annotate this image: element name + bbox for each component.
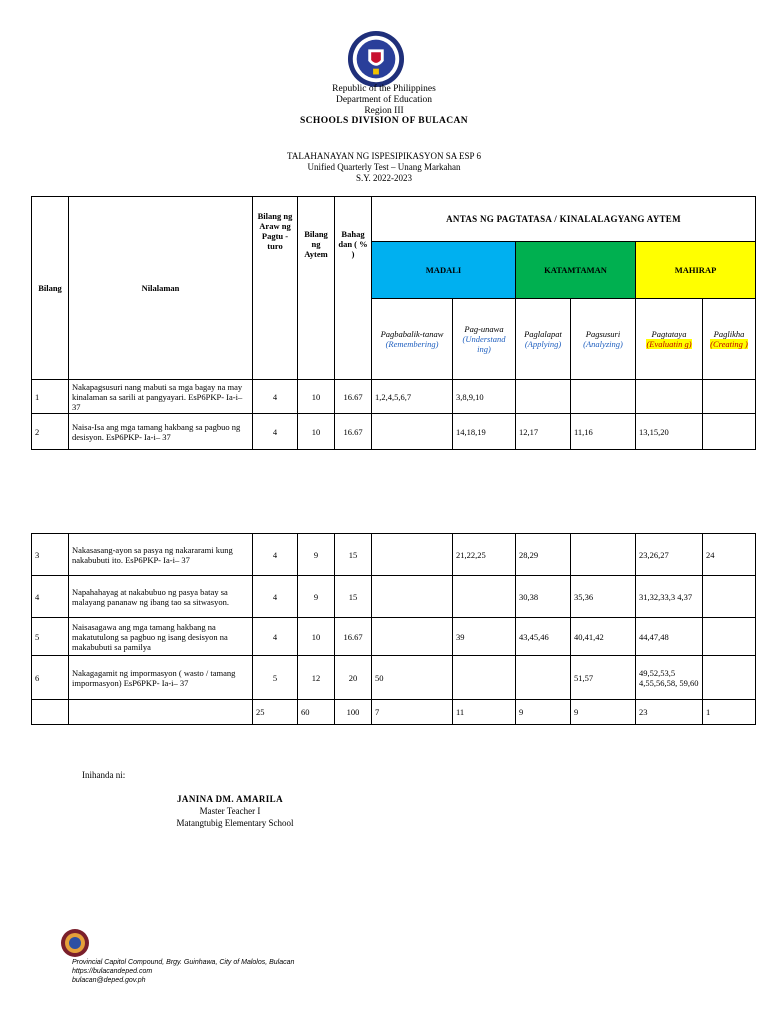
level-analyzing	[571, 299, 636, 380]
row-applying: 30,38	[516, 576, 571, 618]
level-eng: (Evaluatin g)	[646, 339, 692, 349]
level-fil: Pagbabalik-tanaw	[380, 329, 444, 339]
totals-creating: 1	[703, 700, 756, 725]
row-creating	[703, 576, 756, 618]
header-bahagdan: Bahag dan ( % )	[335, 197, 372, 380]
table-row	[32, 656, 756, 700]
row-evaluating	[636, 380, 703, 414]
header-araw: Bilang ng Araw ng Pagtu - turo	[253, 197, 298, 380]
row-evaluating: 44,47,48	[636, 618, 703, 656]
table-row	[32, 534, 756, 576]
row-items: 9	[298, 576, 335, 618]
row-applying: 43,45,46	[516, 618, 571, 656]
row-items: 10	[298, 618, 335, 656]
row-applying: 28,29	[516, 534, 571, 576]
row-days: 4	[253, 534, 298, 576]
totals-number	[32, 700, 69, 725]
level-remembering	[372, 299, 453, 380]
row-remembering	[372, 534, 453, 576]
footer-email[interactable]: bulacan@deped.gov.ph	[72, 977, 146, 984]
table-row	[32, 380, 756, 414]
level-fil: Pagsusuri	[585, 329, 621, 339]
row-remembering: 1,2,4,5,6,7	[372, 380, 453, 414]
deped-seal-logo	[347, 30, 405, 88]
spec-table-part1	[31, 196, 756, 450]
signatory-school: Matangtubig Elementary School	[176, 818, 294, 828]
row-creating	[703, 618, 756, 656]
row-creating	[703, 380, 756, 414]
row-items: 12	[298, 656, 335, 700]
row-content: Nakagagamit ng impormasyon ( wasto / tamang impormasyon) EsP6PKP- Ia-i– 37	[69, 656, 253, 700]
footer-website[interactable]: https://bulacandeped.com	[72, 968, 153, 975]
row-content: Nakapagsusuri nang mabuti sa mga bagay na may kinalaman sa sarili at pangyayari. EsP6PKP- Ia-i– 37	[69, 380, 253, 414]
row-content: Nakasasang-ayon sa pasya ng nakararami kung nakabubuti ito. EsP6PKP- Ia-i– 37	[69, 534, 253, 576]
signatory-name: JANINA DM. AMARILA	[177, 794, 283, 804]
totals-row	[32, 700, 756, 725]
level-applying	[516, 299, 571, 380]
row-items: 10	[298, 380, 335, 414]
row-analyzing: 11,16	[571, 414, 636, 450]
row-percent: 16.67	[335, 380, 372, 414]
totals-analyzing: 9	[571, 700, 636, 725]
header-bilang: Bilang	[32, 197, 69, 380]
row-analyzing	[571, 380, 636, 414]
row-understanding: 3,8,9,10	[453, 380, 516, 414]
table-row	[32, 414, 756, 450]
document-title: TALAHANAYAN NG ISPESIPIKASYON SA ESP 6	[287, 151, 481, 161]
row-applying	[516, 656, 571, 700]
level-creating	[703, 299, 756, 380]
row-analyzing: 40,41,42	[571, 618, 636, 656]
row-percent: 16.67	[335, 414, 372, 450]
header-katamtaman: KATAMTAMAN	[516, 242, 636, 299]
row-percent: 20	[335, 656, 372, 700]
row-days: 4	[253, 576, 298, 618]
level-eng: (Understand ing)	[462, 334, 506, 354]
table-row	[32, 618, 756, 656]
level-fil: Pagtataya	[651, 329, 687, 339]
header-aytem: Bilang ng Aytem	[298, 197, 335, 380]
row-number: 5	[32, 618, 69, 656]
level-understanding	[453, 299, 516, 380]
row-evaluating: 49,52,53,5 4,55,56,58, 59,60	[636, 656, 703, 700]
row-analyzing: 35,36	[571, 576, 636, 618]
header-nilalaman: Nilalaman	[69, 197, 253, 380]
row-understanding	[453, 576, 516, 618]
totals-days: 25	[253, 700, 298, 725]
region-line: Region III	[364, 106, 404, 116]
row-content: Naisasagawa ang mga tamang hakbang na makatutulong sa pagbuo ng isang desisyon na makabubuti sa pamilya	[69, 618, 253, 656]
table-row	[32, 576, 756, 618]
row-analyzing	[571, 534, 636, 576]
level-fil: Paglalapat	[524, 329, 562, 339]
row-number: 4	[32, 576, 69, 618]
level-evaluating	[636, 299, 703, 380]
row-creating: 24	[703, 534, 756, 576]
totals-percent: 100	[335, 700, 372, 725]
level-fil: Paglikha	[713, 329, 745, 339]
row-applying: 12,17	[516, 414, 571, 450]
row-number: 6	[32, 656, 69, 700]
totals-understanding: 11	[453, 700, 516, 725]
division-line: SCHOOLS DIVISION OF BULACAN	[299, 116, 469, 126]
row-content: Naisa-Isa ang mga tamang hakbang sa pagbuo ng desisyon. EsP6PKP- Ia-i– 37	[69, 414, 253, 450]
row-understanding	[453, 656, 516, 700]
row-percent: 15	[335, 534, 372, 576]
header-antas: ANTAS NG PAGTATASA / KINALALAGYANG AYTEM	[372, 197, 756, 242]
row-content: Napahahayag at nakabubuo ng pasya batay sa malayang pananaw ng ibang tao sa sitwasyon.	[69, 576, 253, 618]
totals-applying: 9	[516, 700, 571, 725]
totals-remembering: 7	[372, 700, 453, 725]
row-remembering: 50	[372, 656, 453, 700]
spec-table-part2	[31, 533, 756, 725]
footer-address: Provincial Capitol Compound, Brgy. Guinhawa, City of Malolos, Bulacan	[72, 959, 295, 966]
row-percent: 15	[335, 576, 372, 618]
totals-content	[69, 700, 253, 725]
department-line: Department of Education	[335, 95, 433, 105]
row-understanding: 21,22,25	[453, 534, 516, 576]
row-evaluating: 23,26,27	[636, 534, 703, 576]
row-days: 4	[253, 380, 298, 414]
school-year: S.Y. 2022-2023	[355, 173, 413, 183]
row-items: 10	[298, 414, 335, 450]
totals-items: 60	[298, 700, 335, 725]
row-number: 2	[32, 414, 69, 450]
test-title: Unified Quarterly Test – Unang Markahan	[307, 162, 461, 172]
row-percent: 16.67	[335, 618, 372, 656]
row-days: 4	[253, 414, 298, 450]
row-creating	[703, 656, 756, 700]
row-days: 4	[253, 618, 298, 656]
row-remembering	[372, 618, 453, 656]
header-madali: MADALI	[372, 242, 516, 299]
row-days: 5	[253, 656, 298, 700]
totals-evaluating: 23	[636, 700, 703, 725]
level-eng: (Remembering)	[385, 339, 439, 349]
row-evaluating: 31,32,33,3 4,37	[636, 576, 703, 618]
row-analyzing: 51,57	[571, 656, 636, 700]
level-fil: Pag-unawa	[464, 324, 504, 334]
signatory-position: Master Teacher I	[199, 806, 261, 816]
header-mahirap: MAHIRAP	[636, 242, 756, 299]
row-understanding: 14,18,19	[453, 414, 516, 450]
row-number: 1	[32, 380, 69, 414]
row-understanding: 39	[453, 618, 516, 656]
row-creating	[703, 414, 756, 450]
level-eng: (Analyzing)	[583, 339, 623, 349]
row-items: 9	[298, 534, 335, 576]
row-remembering	[372, 576, 453, 618]
level-eng: (Applying)	[524, 339, 562, 349]
row-applying	[516, 380, 571, 414]
row-evaluating: 13,15,20	[636, 414, 703, 450]
prepared-by-label: Inihanda ni:	[82, 770, 126, 780]
republic-line: Republic of the Philippines	[332, 84, 436, 94]
bulacan-division-logo	[60, 928, 90, 958]
row-remembering	[372, 414, 453, 450]
row-number: 3	[32, 534, 69, 576]
level-eng: (Creating )	[710, 339, 748, 349]
